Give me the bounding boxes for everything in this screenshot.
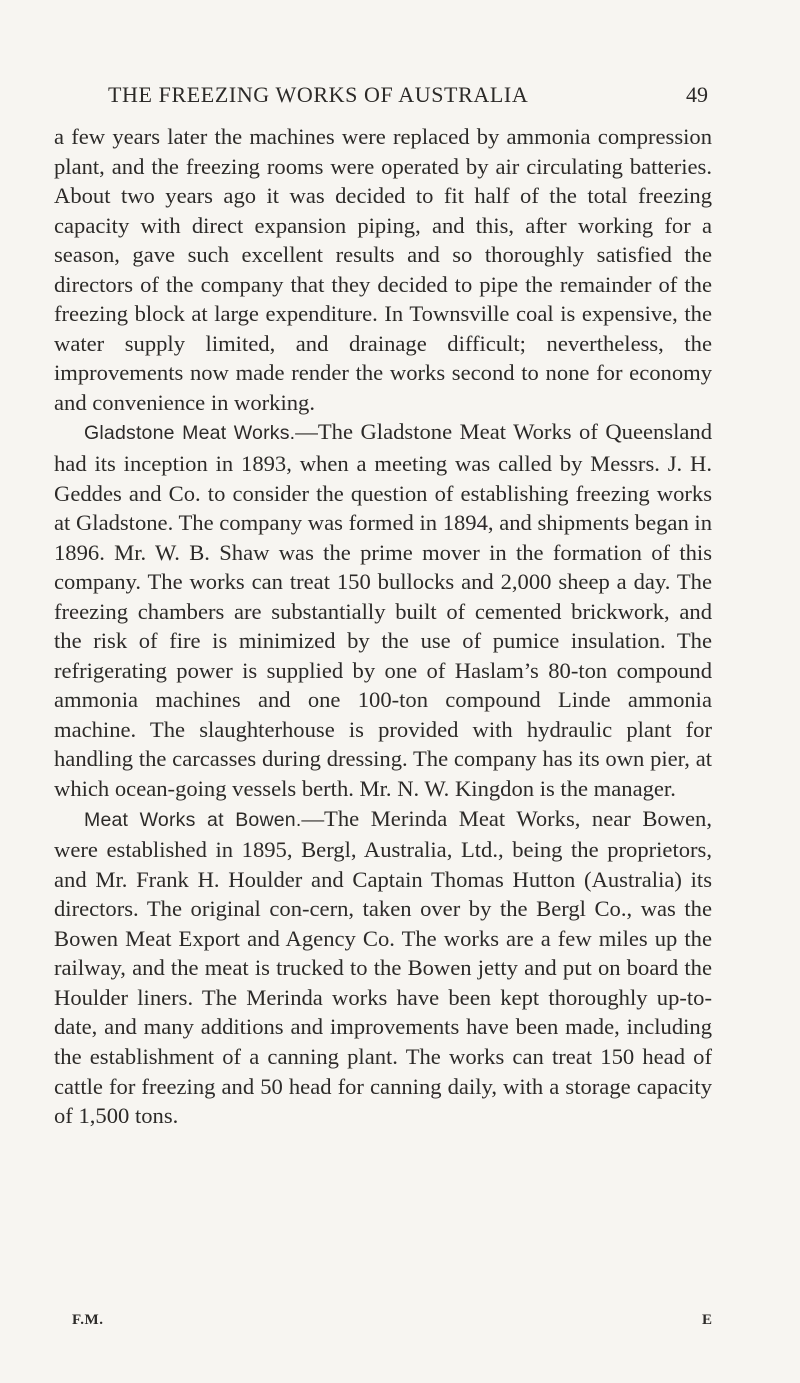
signature-mark-right: E xyxy=(701,1312,712,1328)
section-heading-bowen: Meat Works at Bowen. xyxy=(84,808,302,831)
paragraph-text: —The Merinda Meat Works, near Bowen, were established in 1895, Bergl, Australia, Ltd., being the proprietors, and Mr. Frank H. Houlder and Captain Thomas Hutton (Australia) its directors. The original con-cern, taken over by the Bergl Co., was the Bowen Meat Export and Agency Co. The works are a few miles up the railway, and the meat is trucked to the Bowen jetty and put on board the Houlder liners. The Merinda works have been kept thoroughly up-to-date, and many additions and improvements have been made, including the establishment of a canning plant. The works can treat 150 head of cattle for freezing and 50 head for canning daily, with a storage capacity of 1,500 tons. xyxy=(54,805,712,1129)
page-number: 49 xyxy=(686,82,708,107)
page-header xyxy=(108,80,708,110)
body-text xyxy=(54,122,712,1131)
section-heading-gladstone: Gladstone Meat Works. xyxy=(84,422,296,445)
paragraph-text: a few years later the machines were replaced by ammonia compression plant, and the freezing rooms were operated by air circulating batteries. About two years ago it was decided to fit half of the total freezing capacity with direct expansion piping, and this, after working for a season, gave such excellent results and so thoroughly satisfied the directors of the company that they decided to pipe the remainder of the freezing block at large expenditure. In Townsville coal is expensive, the water supply limited, and drainage difficult; nevertheless, the improvements now made render the works second to none for economy and convenience in working. xyxy=(54,124,712,415)
paragraph-bowen xyxy=(54,804,712,1131)
page-footer xyxy=(72,1312,712,1336)
paragraph-text: —The Gladstone Meat Works of Queensland had its inception in 1893, when a meeting was called by Messrs. J. H. Geddes and Co. to consider the question of establishing freezing works at Gladstone. The company was formed in 1894, and shipments began in 1896. Mr. W. B. Shaw was the prime mover in the formation of this company. The works can treat 150 bullocks and 2,000 sheep a day. The freezing chambers are substantially built of cemented brickwork, and the risk of fire is minimized by the use of pumice insulation. The refrigerating power is supplied by one of Haslam’s 80-ton compound ammonia machines and one 100-ton compound Linde ammonia machine. The slaughterhouse is provided with hydraulic plant for handling the carcasses during dressing. The company has its own pier, at which ocean-going vessels berth. Mr. N. W. Kingdon is the manager. xyxy=(54,419,712,802)
paragraph-townsville-continued xyxy=(54,122,712,417)
running-title: THE FREEZING WORKS OF AUSTRALIA xyxy=(108,82,529,107)
signature-mark-left: F.M. xyxy=(72,1312,104,1328)
paragraph-gladstone xyxy=(54,417,712,803)
